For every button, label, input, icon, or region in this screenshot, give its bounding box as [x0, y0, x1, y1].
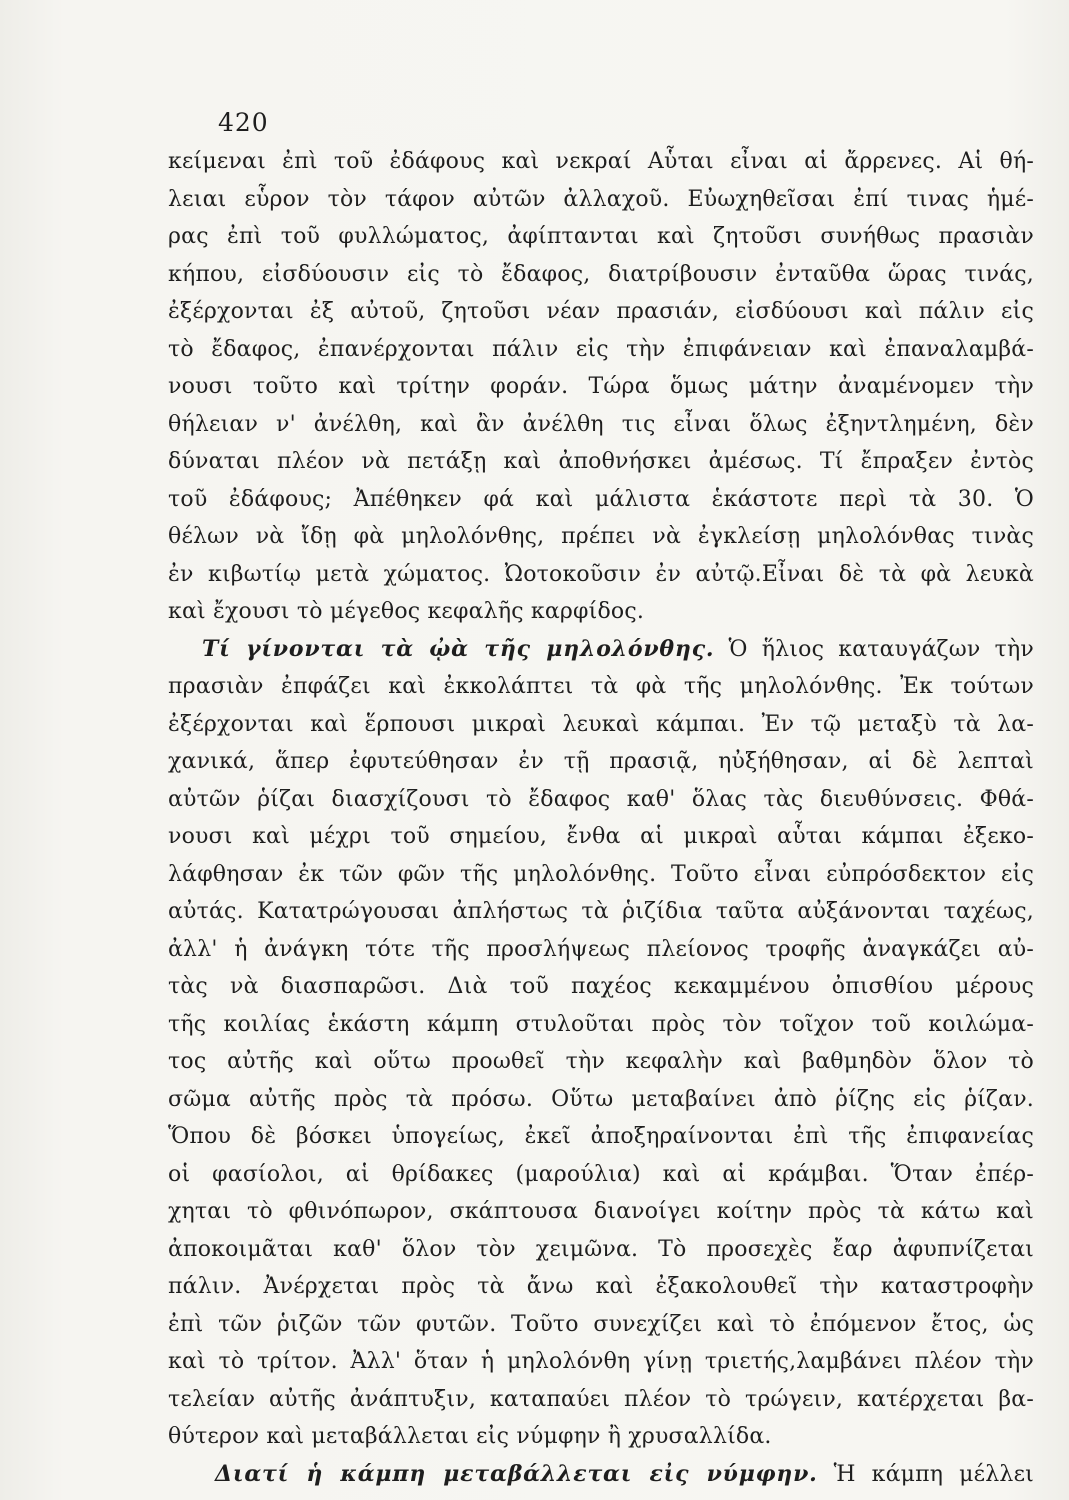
text-line: τὸ ἔδαφος, ἐπανέρχονται πάλιν εἰς τὴν ἐπιφάνειαν καὶ ἐπαναλαμβά-	[168, 336, 1034, 362]
text-line: λειαι εὗρον τὸν τάφον αὐτῶν ἀλλαχοῦ. Εὐωχηθεῖσαι ἐπί τινας ἡμέ-	[168, 186, 1034, 212]
text-line: κείμεναι ἐπὶ τοῦ ἐδάφους καὶ νεκραί Αὗται εἶναι αἱ ἄρρενες. Αἱ θή-	[168, 149, 1034, 174]
text-line: ἐξέρχονται καὶ ἕρπουσι μικραὶ λευκαὶ κάμπαι. Ἐν τῷ μεταξὺ τὰ λα-	[168, 711, 1034, 737]
text-line: ἀλλ' ἡ ἀνάγκη τότε τῆς προσλήψεως πλείονος τροφῆς ἀναγκάζει αὐ-	[168, 936, 1034, 962]
text-run: Ὁ ἥλιος καταυγάζων τὴν	[728, 636, 1034, 662]
text-line: ἐπὶ τῶν ῥιζῶν τῶν φυτῶν. Τοῦτο συνεχίζει καὶ τὸ ἐπόμενον ἔτος, ὡς	[168, 1311, 1034, 1337]
text-run: Ἡ κάμπη μέλλει	[833, 1461, 1034, 1487]
text-line: χηται τὸ φθινόπωρον, σκάπτουσα διανοίγει κοίτην πρὸς τὰ κάτω καὶ	[168, 1199, 1034, 1224]
section-heading: Διατί ἡ κάμπη μεταβάλλεται εἰς νύμφην.	[215, 1460, 818, 1487]
text-line: νουσι καὶ μέχρι τοῦ σημείου, ἔνθα αἱ μικραὶ αὗται κάμπαι ἐξεκο-	[168, 824, 1034, 849]
text-line: θύτερον καὶ μεταβάλλεται εἰς νύμφην ἢ χρυσαλλίδα.	[168, 1424, 772, 1449]
text-line: πρασιὰν ἐπφάζει καὶ ἐκκολάπτει τὰ φὰ τῆς μηλολόνθης. Ἐκ τούτων	[168, 674, 1034, 699]
section-heading-line	[168, 631, 1034, 669]
text-line: οἱ φασίολοι, αἱ θρίδακες (μαρούλια) καὶ αἱ κράμβαι. Ὅταν ἐπέρ-	[168, 1161, 1034, 1187]
body-text	[168, 143, 1034, 1493]
text-line: τῆς κοιλίας ἑκάστη κάμπη στυλοῦται πρὸς τὸν τοῖχον τοῦ κοιλώμα-	[168, 1011, 1034, 1037]
text-line: τος αὐτῆς καὶ οὕτω προωθεῖ τὴν κεφαλὴν καὶ βαθμηδὸν ὅλον τὸ	[168, 1049, 1034, 1074]
text-line: θέλων νὰ ἴδῃ φὰ μηλολόνθης, πρέπει νὰ ἐγκλείσῃ μηλολόνθας τινὰς	[168, 524, 1034, 549]
text-line: ρας ἐπὶ τοῦ φυλλώματος, ἀφίπτανται καὶ ζητοῦσι συνήθως πρασιὰν	[168, 224, 1034, 249]
text-line: δύναται πλέον νὰ πετάξῃ καὶ ἀποθνήσκει ἀμέσως. Τί ἔπραξεν ἐντὸς	[168, 449, 1034, 474]
text-line: λάφθησαν ἐκ τῶν φῶν τῆς μηλολόνθης. Τοῦτο εἶναι εὐπρόσδεκτον εἰς	[168, 861, 1034, 887]
text-line: τελείαν αὐτῆς ἀνάπτυξιν, καταπαύει πλέον τὸ τρώγειν, κατέρχεται βα-	[168, 1386, 1034, 1412]
page-number: 420	[218, 108, 269, 137]
text-line: αὐτάς. Κατατρώγουσαι ἀπλήστως τὰ ῥιζίδια ταῦτα αὐξάνονται ταχέως,	[168, 899, 1034, 924]
text-line: τοῦ ἐδάφους; Ἀπέθηκεν φά καὶ μάλιστα ἑκάστοτε περὶ τὰ 30. Ὁ	[168, 486, 1034, 512]
text-line: ἐξέρχονται ἐξ αὐτοῦ, ζητοῦσι νέαν πρασιάν, εἰσδύουσι καὶ πάλιν εἰς	[168, 299, 1034, 324]
text-line: αὐτῶν ῥίζαι διασχίζουσι τὸ ἔδαφος καθ' ὅλας τὰς διευθύνσεις. Φθά-	[168, 786, 1034, 812]
section-heading: Τί γίνονται τὰ ᾠὰ τῆς μηλολόνθης.	[202, 635, 715, 662]
text-line: καὶ τὸ τρίτον. Ἀλλ' ὅταν ἡ μηλολόνθη γίνῃ τριετής,λαμβάνει πλέον τὴν	[168, 1349, 1034, 1374]
text-line: σῶμα αὐτῆς πρὸς τὰ πρόσω. Οὕτω μεταβαίνει ἀπὸ ῥίζης εἰς ῥίζαν.	[168, 1086, 1034, 1112]
text-line: τὰς νὰ διασπαρῶσι. Διὰ τοῦ παχέος κεκαμμένου ὀπισθίου μέρους	[168, 974, 1034, 999]
text-line: κήπου, εἰσδύουσιν εἰς τὸ ἔδαφος, διατρίβουσιν ἐνταῦθα ὥρας τινάς,	[168, 261, 1034, 287]
text-line: θήλειαν ν' ἀνέλθη, καὶ ἂν ἀνέλθη τις εἶναι ὅλως ἐξηντλημένη, δὲν	[168, 411, 1034, 437]
text-line: χανικά, ἅπερ ἐφυτεύθησαν ἐν τῇ πρασιᾷ, ηὐξήθησαν, αἱ δὲ λεπταὶ	[168, 749, 1034, 774]
text-line: νουσι τοῦτο καὶ τρίτην φοράν. Τώρα ὅμως μάτην ἀναμένομεν τὴν	[168, 374, 1034, 399]
text-line: καὶ ἔχουσι τὸ μέγεθος κεφαλῆς καρφίδος.	[168, 599, 645, 624]
text-line: ἀποκοιμᾶται καθ' ὅλον τὸν χειμῶνα. Τὸ προσεχὲς ἔαρ ἀφυπνίζεται	[168, 1236, 1034, 1262]
text-line: ἐν κιβωτίῳ μετὰ χώματος. Ὠοτοκοῦσιν ἐν αὐτῷ.Εἶναι δὲ τὰ φὰ λευκὰ	[168, 561, 1034, 587]
section-heading-line	[168, 1456, 1034, 1494]
text-line: πάλιν. Ἀνέρχεται πρὸς τὰ ἄνω καὶ ἐξακολουθεῖ τὴν καταστροφὴν	[168, 1274, 1034, 1299]
text-line: Ὅπου δὲ βόσκει ὑπογείως, ἐκεῖ ἀποξηραίνονται ἐπὶ τῆς ἐπιφανείας	[168, 1124, 1034, 1149]
